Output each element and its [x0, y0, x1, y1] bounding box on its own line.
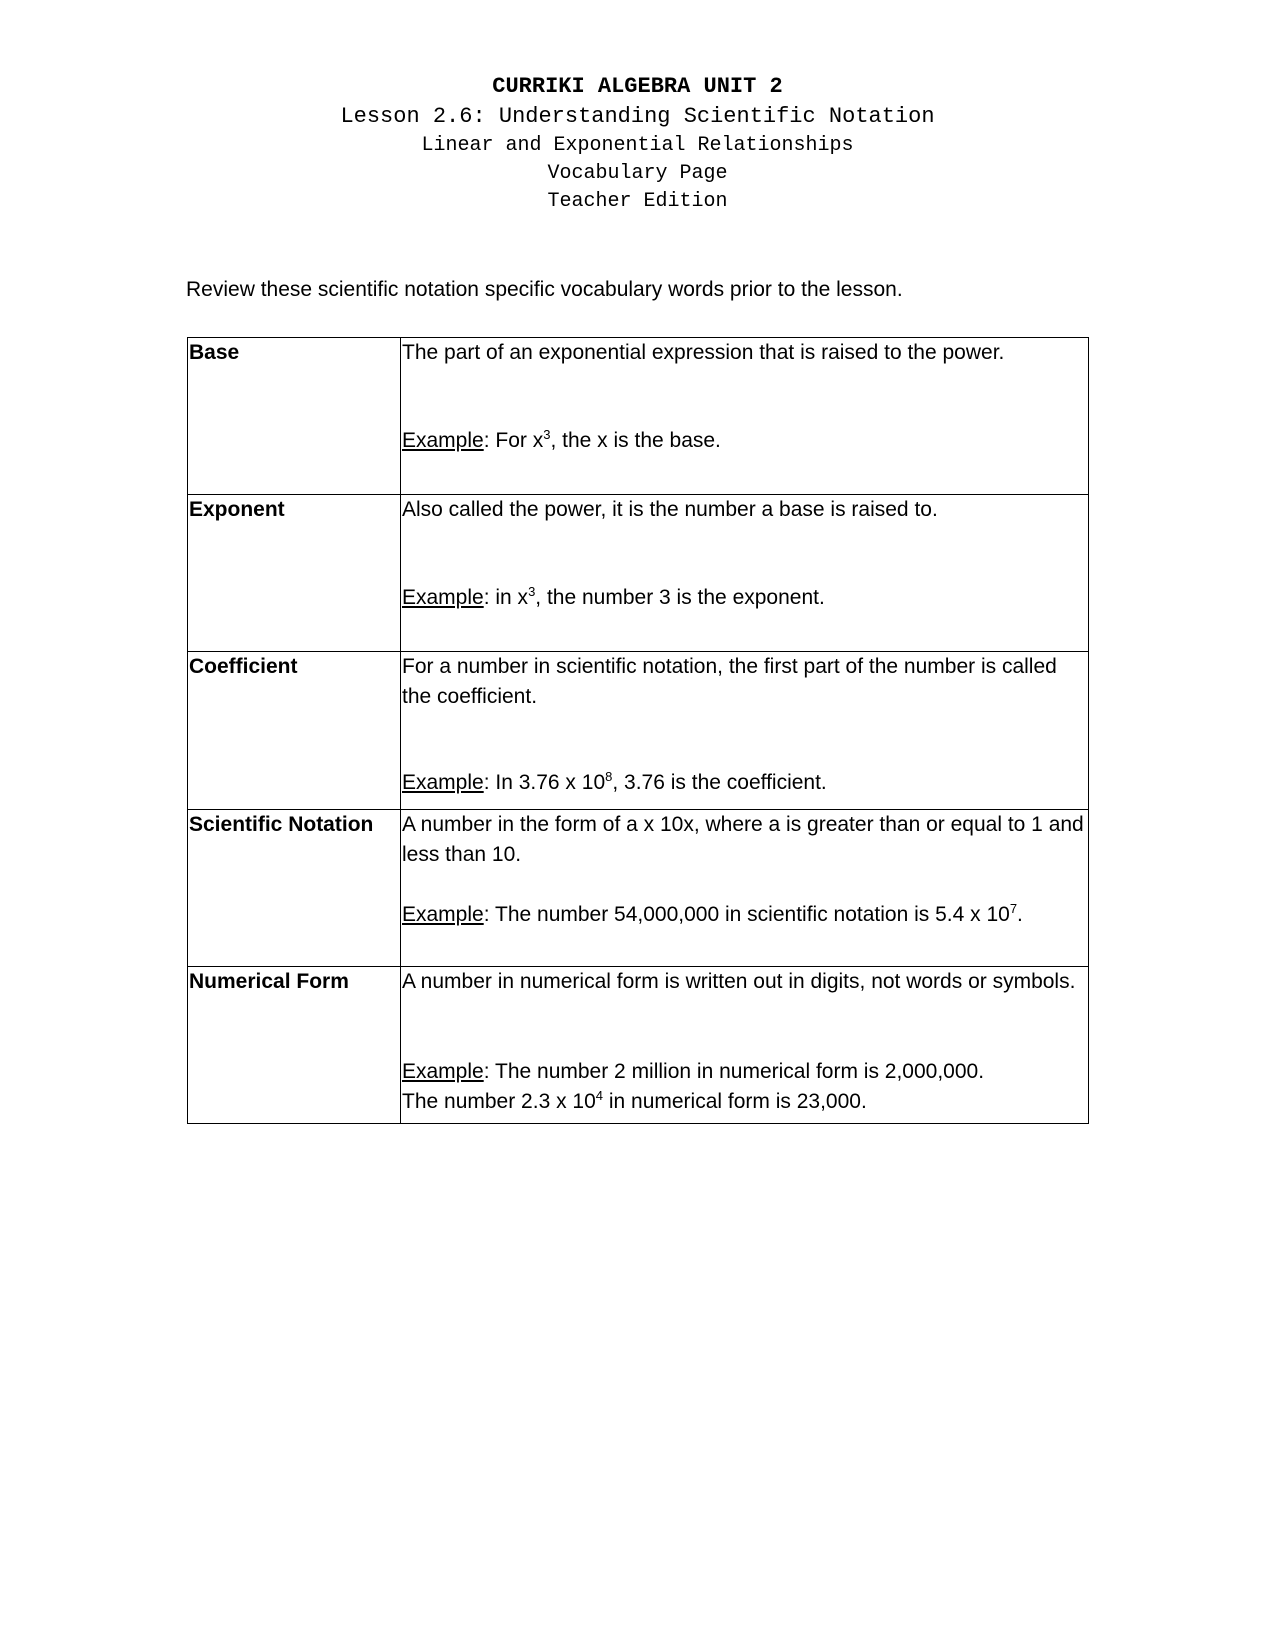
- example-label: Example: [402, 586, 484, 609]
- vocab-term: Base: [188, 338, 401, 495]
- vocab-definition: For a number in scientific notation, the first part of the number is called the coefficient.: [402, 655, 1057, 708]
- example-text: : In 3.76 x 10: [483, 771, 606, 794]
- vocab-example: [402, 900, 1023, 930]
- vocabulary-table: [187, 337, 1089, 1124]
- lesson-title: Lesson 2.6: Understanding Scientific Notation: [340, 104, 935, 129]
- vocab-definition: A number in numerical form is written out in digits, not words or symbols.: [402, 970, 1076, 993]
- example-text: in numerical form is 23,000.: [603, 1090, 867, 1113]
- table-row: [188, 652, 1089, 810]
- document-title: CURRIKI ALGEBRA UNIT 2: [492, 74, 783, 99]
- document-header: [0, 72, 1275, 216]
- table-row: [188, 810, 1089, 967]
- example-text: .: [1017, 903, 1023, 926]
- example-text: : The number 2 million in numerical form is 2,000,000.: [483, 1060, 985, 1083]
- vocab-definition: The part of an exponential expression that is raised to the power.: [402, 341, 1005, 364]
- example-superscript: 4: [595, 1088, 604, 1103]
- example-label: Example: [402, 771, 484, 794]
- example-text: , the x is the base.: [550, 429, 721, 452]
- vocab-definition: A number in the form of a x 10x, where a is greater than or equal to 1 and less than 10.: [402, 813, 1084, 866]
- example-superscript: 8: [605, 769, 613, 784]
- vocab-definition-cell: [401, 652, 1089, 810]
- vocab-example-second-line: [402, 1087, 867, 1117]
- vocab-definition-cell: [401, 810, 1089, 967]
- vocab-term: Exponent: [188, 495, 401, 652]
- table-row: [188, 967, 1089, 1124]
- example-text: The number 2.3 x 10: [402, 1090, 596, 1113]
- table-row: [188, 495, 1089, 652]
- edition-label: Teacher Edition: [547, 190, 728, 213]
- page-type: Vocabulary Page: [547, 162, 728, 185]
- unit-topic: Linear and Exponential Relationships: [421, 134, 854, 157]
- example-text: , the number 3 is the exponent.: [535, 586, 825, 609]
- vocab-example: [402, 1057, 984, 1087]
- example-label: Example: [402, 1060, 484, 1083]
- vocab-definition: Also called the power, it is the number a base is raised to.: [402, 498, 938, 521]
- example-label: Example: [402, 903, 484, 926]
- example-text: : in x: [483, 586, 529, 609]
- vocab-term: Scientific Notation: [188, 810, 401, 967]
- example-superscript: 7: [1009, 901, 1018, 916]
- vocab-definition-cell: [401, 967, 1089, 1124]
- vocab-definition-cell: [401, 338, 1089, 495]
- vocab-definition-cell: [401, 495, 1089, 652]
- example-superscript: 3: [543, 427, 551, 442]
- table-row: [188, 338, 1089, 495]
- example-label: Example: [402, 429, 484, 452]
- example-text: : For x: [483, 429, 544, 452]
- vocab-example: [402, 426, 721, 456]
- vocab-example: [402, 583, 825, 613]
- example-superscript: 3: [528, 584, 536, 599]
- example-text: : The number 54,000,000 in scientific notation is 5.4 x 10: [483, 903, 1010, 926]
- vocab-example: [402, 768, 827, 798]
- example-text: , 3.76 is the coefficient.: [612, 771, 827, 794]
- vocab-term: Coefficient: [188, 652, 401, 810]
- vocab-term: Numerical Form: [188, 967, 401, 1124]
- intro-text: Review these scientific notation specific vocabulary words prior to the lesson.: [186, 278, 903, 301]
